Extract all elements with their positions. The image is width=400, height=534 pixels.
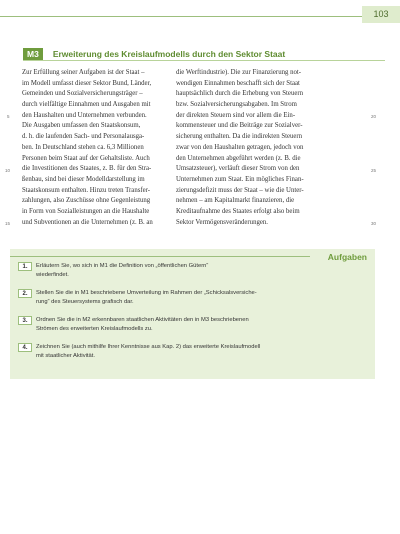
task-item	[18, 316, 249, 333]
section-header	[23, 47, 385, 61]
text-line: ben. In Deutschland stehen ca. 6,3 Millionen	[22, 143, 144, 151]
text-line: die Werftindustrie). Die zur Finanzierung not-	[176, 69, 302, 76]
tasks-heading: Aufgaben	[327, 252, 367, 262]
task-text	[36, 316, 249, 333]
text-line: Kreditaufnahme des Staates erfolgt also beim	[176, 207, 300, 215]
text-line: hauptsächlich durch die Erhebung von Steuern	[176, 90, 304, 98]
task-item	[18, 343, 260, 360]
text-line: in Form von Sozialleistungen an die Haushalte	[22, 207, 150, 215]
task-text-line: Zeichnen Sie (auch mithilfe Ihrer Kenntnisse aus Kap. 2) das erweiterte Kreislaufmodell	[36, 344, 261, 350]
task-text-line: rung“ des Steuersystems grafisch dar.	[36, 298, 134, 305]
tasks-rule	[10, 256, 310, 257]
text-line: der direkten Steuern sind vor allem die Ein-	[176, 111, 296, 119]
text-line: kommensteuer und die Beiträge zur Sozialver-	[176, 122, 303, 130]
top-rule	[0, 16, 362, 17]
tasks-box	[10, 249, 375, 379]
text-line: Sektor Vermögensveränderungen.	[176, 218, 268, 226]
line-number: 10	[5, 168, 11, 173]
task-text	[36, 289, 257, 306]
text-column-right	[176, 68, 312, 228]
text-line: durch vielfältige Einnahmen und Ausgaben mit	[22, 101, 151, 109]
task-text-line: Erläutern Sie, wo sich in M1 die Definition von „öffentlichen Gütern“	[36, 263, 209, 269]
task-item	[18, 289, 257, 306]
text-line: den Unternehmen abgeführt werden (z. B. die	[176, 154, 301, 162]
page-number: 103	[362, 6, 400, 23]
text-line: Staatskonsum enthalten. Hinzu treten Transfer-	[22, 186, 151, 194]
line-number: 25	[371, 168, 377, 173]
task-number: 3.	[18, 316, 32, 325]
task-text-line: Ordnen Sie die in M2 erkennbaren staatlichen Aktivitäten den in M3 beschriebenen	[36, 317, 249, 323]
text-line: bzw. Sozialversicherungsabgaben. Im Strom	[176, 101, 297, 109]
task-item	[18, 262, 208, 279]
task-text	[36, 262, 208, 279]
text-line: wendigen Einnahmen beschafft sich der Staat	[176, 79, 300, 87]
material-badge: M3	[23, 48, 43, 60]
text-line: Unternehmen zum Staat. Ein mögliches Finan-	[176, 175, 304, 183]
task-text	[36, 343, 260, 360]
text-line: und Subventionen an die Unternehmen (z. B. an	[22, 218, 153, 226]
text-line: Zur Erfüllung seiner Aufgaben ist der Staat –	[22, 69, 145, 76]
task-number: 1.	[18, 262, 32, 271]
text-column-left	[22, 68, 158, 228]
text-line: nehmen – am Kapitalmarkt finanzieren, die	[176, 197, 295, 205]
line-number: 15	[5, 221, 11, 226]
text-line: sicherung enthalten. Da die indirekten Steuern	[176, 133, 303, 141]
section-title: Erweiterung des Kreislaufmodells durch den Sektor Staat	[52, 48, 286, 59]
text-line: Die Ausgaben umfassen den Staatskonsum,	[22, 122, 141, 130]
text-line: zahlungen, also Zuschüsse ohne Gegenleistung	[22, 197, 151, 205]
line-number: 5	[7, 114, 10, 119]
line-number: 20	[371, 114, 377, 119]
task-number: 2.	[18, 289, 32, 298]
task-text-line: Stellen Sie die in M1 beschriebene Umverteilung im Rahmen der „Schicksalsversiche-	[36, 290, 257, 296]
line-number: 30	[371, 221, 377, 226]
text-line: d. h. die laufenden Sach- und Personalausga-	[22, 133, 145, 141]
text-line: zierungsdefizit muss der Staat – wie die Unter-	[176, 186, 304, 194]
task-text-line: Strömen des erweiterten Kreislaufmodells zu.	[36, 325, 153, 332]
text-line: Personen beim Staat auf der Gehaltsliste. Auch	[22, 154, 150, 162]
text-line: Gemeinden und Sozialversicherungsträger –	[22, 90, 143, 98]
text-line: den Haushalten und Unternehmen verbunden.	[22, 111, 147, 119]
text-line: im Modell umfasst dieser Sektor Bund, Länder,	[22, 79, 152, 87]
task-number: 4.	[18, 343, 32, 352]
text-line: ßenbau, sind bei dieser Modelldarstellung im	[22, 175, 145, 183]
task-text-line: mit staatlicher Aktivität.	[36, 352, 95, 359]
text-line: zwar von den Haushalten getragen, jedoch von	[176, 143, 304, 151]
text-line: die Investitionen des Staates, z. B. für den Stra-	[22, 165, 152, 173]
task-text-line: wiederfindet.	[36, 271, 69, 278]
text-line: Umsatzsteuer), verläuft dieser Strom von den	[176, 165, 300, 173]
